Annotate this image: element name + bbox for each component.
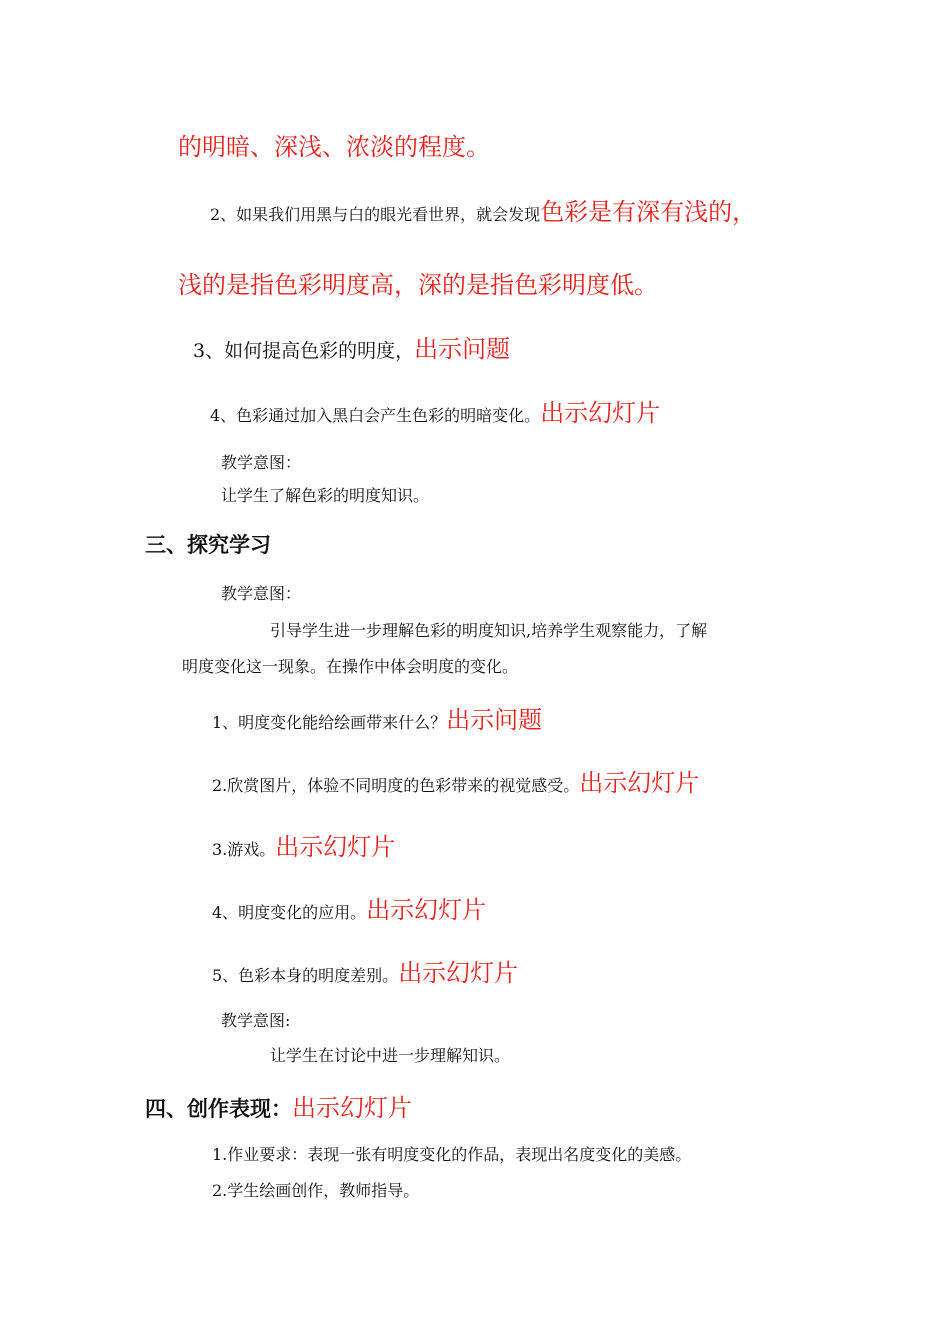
body-text: 4、明度变化的应用。 bbox=[212, 903, 367, 922]
body-text: 5、色彩本身的明度差别。 bbox=[212, 966, 399, 985]
highlight-text: 色彩是有深有浅的， bbox=[540, 198, 757, 226]
section-heading: 三、探究学习 bbox=[145, 532, 271, 557]
body-text: 明度变化这一现象。在操作中体会明度的变化。 bbox=[182, 657, 519, 676]
body-text: 3、如何提高色彩的明度， bbox=[193, 340, 415, 362]
list-item bbox=[212, 890, 486, 925]
highlight-text: 出示问题 bbox=[414, 335, 511, 363]
teaching-intent-label: 教学意图： bbox=[221, 584, 302, 603]
body-text: 1、明度变化能给绘画带来什么？ bbox=[212, 713, 447, 732]
body-text: 1.作业要求：表现一张有明度变化的作品，表现出名度变化的美感。 bbox=[212, 1145, 692, 1164]
list-item bbox=[212, 827, 395, 862]
highlight-text: 出示幻灯片 bbox=[292, 1094, 412, 1122]
body-text: 2.学生绘画创作，教师指导。 bbox=[212, 1181, 420, 1200]
body-text: 让学生了解色彩的明度知识。 bbox=[221, 486, 430, 505]
paragraph-line bbox=[178, 127, 490, 162]
list-item bbox=[210, 192, 756, 227]
body-text: 2、如果我们用黑与白的眼光看世界，就会发现 bbox=[210, 205, 541, 224]
body-text: 让学生在讨论中进一步理解知识。 bbox=[270, 1046, 511, 1065]
teaching-intent-label: 教学意图： bbox=[221, 453, 302, 472]
paragraph-line bbox=[178, 265, 658, 300]
section-heading bbox=[145, 1088, 412, 1123]
body-text: 2.欣赏图片，体验不同明度的色彩带来的视觉感受。 bbox=[212, 776, 580, 795]
body-text: 引导学生进一步理解色彩的明度知识,培养学生观察能力，了解 bbox=[270, 621, 708, 640]
highlight-text: 出示幻灯片 bbox=[579, 769, 700, 797]
highlight-text: 出示幻灯片 bbox=[540, 399, 661, 427]
highlight-text: 出示幻灯片 bbox=[398, 959, 519, 987]
highlight-text: 出示问题 bbox=[446, 706, 543, 734]
list-item bbox=[193, 329, 510, 364]
body-text: 3.游戏。 bbox=[212, 840, 276, 859]
list-item bbox=[210, 393, 660, 428]
highlight-text: 的明暗、深浅、浓淡的程度。 bbox=[178, 133, 490, 161]
section-heading-text: 四、创作表现： bbox=[145, 1096, 292, 1121]
highlight-text: 浅的是指色彩明度高，深的是指色彩明度低。 bbox=[178, 271, 658, 299]
body-text: 4、色彩通过加入黑白会产生色彩的明暗变化。 bbox=[210, 406, 541, 425]
list-item bbox=[212, 953, 518, 988]
highlight-text: 出示幻灯片 bbox=[366, 896, 487, 924]
teaching-intent-label: 教学意图: bbox=[221, 1011, 291, 1030]
highlight-text: 出示幻灯片 bbox=[275, 833, 396, 861]
list-item bbox=[212, 763, 699, 798]
list-item bbox=[212, 700, 542, 735]
